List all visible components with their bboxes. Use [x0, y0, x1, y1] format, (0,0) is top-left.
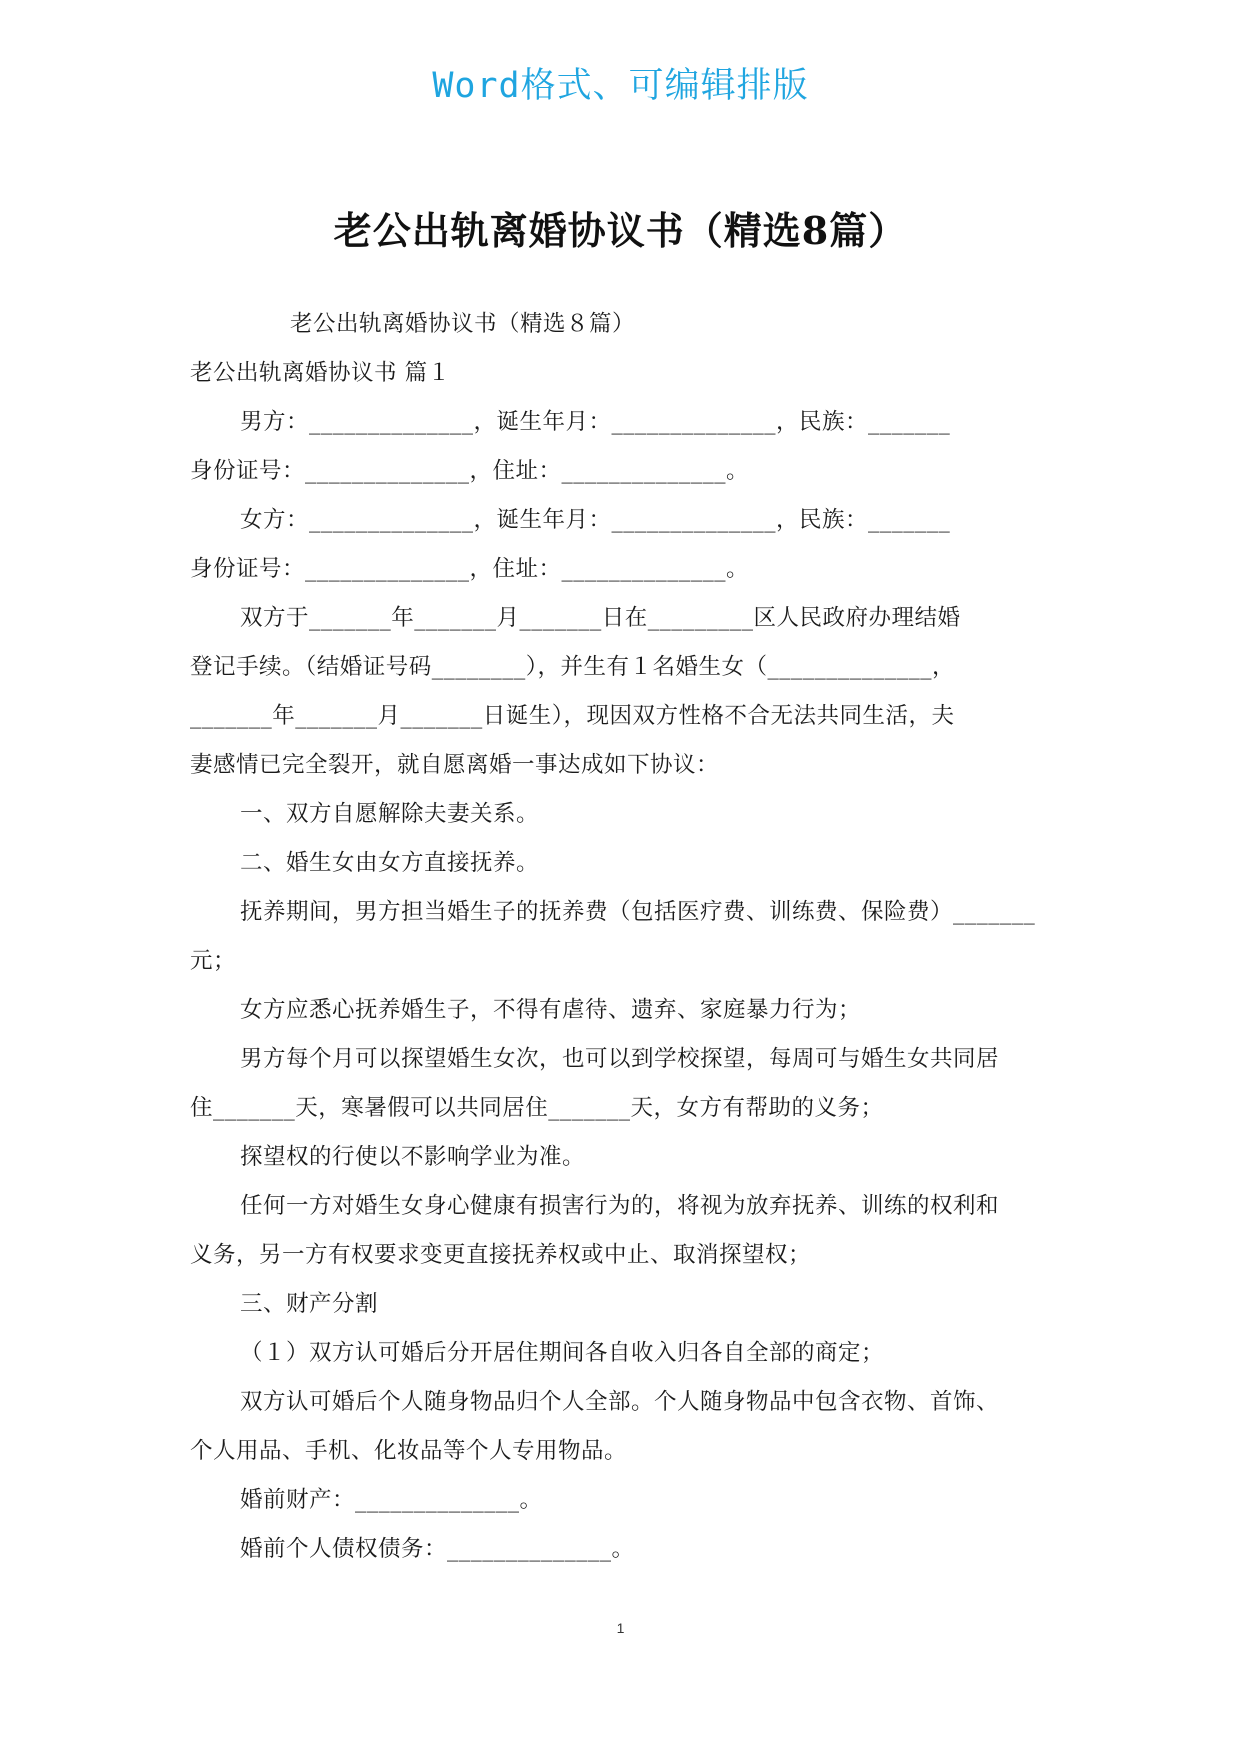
paragraph-line: 身份证号：______________，住址：______________。	[190, 458, 750, 484]
paragraph-line: 元；	[190, 948, 237, 974]
document-title: 老公出轨离婚协议书（精选8篇）	[333, 208, 908, 253]
paragraph-line: （１）双方认可婚后分开居住期间各自收入归各自全部的商定；	[240, 1340, 885, 1366]
paragraph-line: 一、双方自愿解除夫妻关系。	[240, 801, 540, 827]
paragraph-line: 住_______天，寒暑假可以共同居住_______天，女方有帮助的义务；	[190, 1095, 884, 1121]
document-body	[190, 300, 1060, 1574]
paragraph-line: 探望权的行使以不影响学业为准。	[240, 1144, 586, 1170]
page-number: 1	[616, 1620, 625, 1636]
paragraph-line: 三、财产分割	[240, 1291, 379, 1317]
paragraph-line: 身份证号：______________，住址：______________。	[190, 556, 750, 582]
paragraph-line: 双方认可婚后个人随身物品归个人全部。个人随身物品中包含衣物、首饰、	[240, 1389, 1000, 1415]
paragraph-line: 义务，另一方有权要求变更直接抚养权或中止、取消探望权；	[190, 1242, 812, 1268]
paragraph-line: 男方每个月可以探望婚生女次，也可以到学校探望，每周可与婚生女共同居	[240, 1046, 1000, 1072]
document-subtitle: 老公出轨离婚协议书（精选８篇）	[290, 311, 636, 337]
paragraph-line: 女方应悉心抚养婚生子，不得有虐待、遗弃、家庭暴力行为；	[240, 997, 862, 1023]
section-heading: 老公出轨离婚协议书 篇１	[190, 360, 451, 386]
header-banner: Word格式、可编辑排版	[432, 66, 809, 106]
paragraph-line: 妻感情已完全裂开，就自愿离婚一事达成如下协议：	[190, 752, 720, 778]
paragraph-line: 二、婚生女由女方直接抚养。	[240, 850, 540, 876]
paragraph-line: 双方于_______年_______月_______日在_________区人民政府办理结婚	[240, 605, 961, 631]
paragraph-line: 抚养期间，男方担当婚生子的抚养费（包括医疗费、训练费、保险费）_______	[240, 899, 1036, 925]
paragraph-line: _______年_______月_______日诞生），现因双方性格不合无法共同生活，夫	[190, 703, 955, 729]
paragraph-line: 女方：______________，诞生年月：______________，民族：_______	[240, 507, 951, 533]
paragraph-line: 登记手续。（结婚证号码________），并生有１名婚生女（______________，	[190, 654, 956, 680]
paragraph-line: 婚前财产：______________。	[240, 1487, 543, 1513]
paragraph-line: 任何一方对婚生女身心健康有损害行为的，将视为放弃抚养、训练的权利和	[240, 1193, 1000, 1219]
paragraph-line: 个人用品、手机、化妆品等个人专用物品。	[190, 1438, 628, 1464]
paragraph-line: 婚前个人债权债务：______________。	[240, 1536, 635, 1562]
paragraph-line: 男方：______________，诞生年月：______________，民族：_______	[240, 409, 951, 435]
